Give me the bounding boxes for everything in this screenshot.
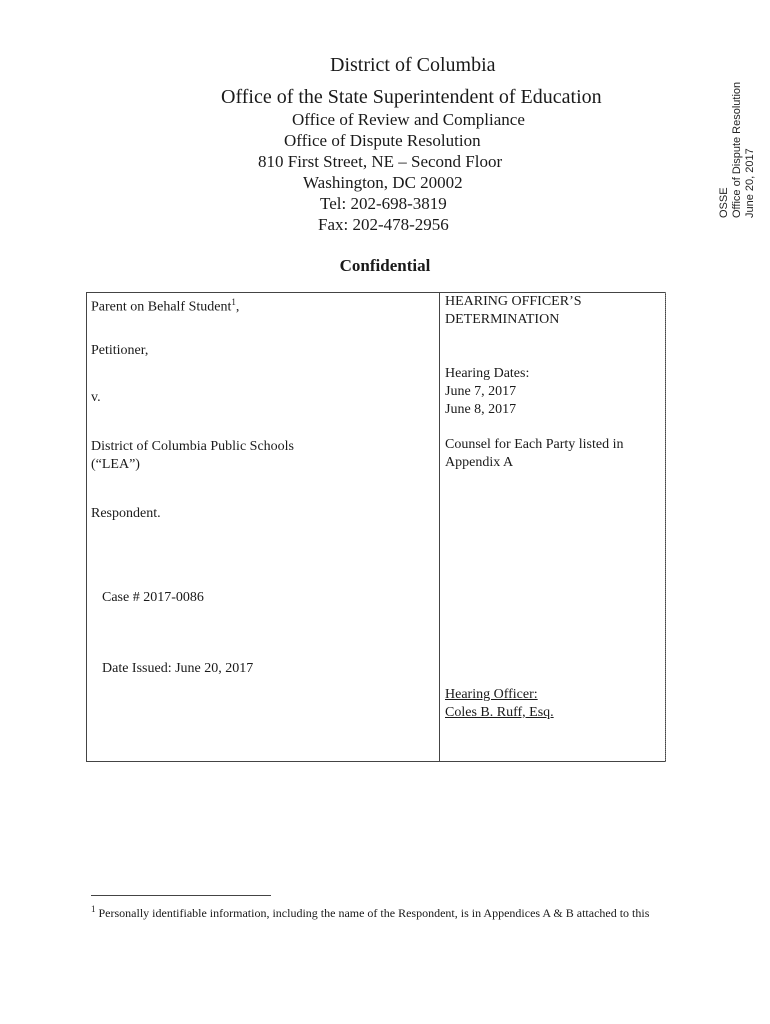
hearing-date-2: June 8, 2017: [445, 402, 517, 417]
caption-right-edge: [665, 292, 667, 762]
footnote-rule: [91, 895, 271, 896]
footnote: [91, 904, 649, 921]
stamp-office: Office of Dispute Resolution: [731, 81, 743, 218]
hearing-officer-name: Coles B. Ruff, Esq.: [445, 705, 554, 720]
caption-box: [86, 292, 666, 762]
filing-stamp: [718, 18, 757, 218]
header-tel: Tel: 202-698-3819: [320, 194, 447, 213]
header-district: District of Columbia: [330, 54, 496, 76]
date-issued: Date Issued: June 20, 2017: [102, 661, 254, 676]
respondent-abbrev: (“LEA”): [91, 457, 140, 472]
determination-title-line1: HEARING OFFICER’S: [445, 294, 582, 309]
footnote-text: Personally identifiable information, including the name of the Respondent, is in Appendices A & B attached to this: [95, 906, 650, 920]
counsel-note-line1: Counsel for Each Party listed in: [445, 437, 624, 452]
party-text: Parent on Behalf Student: [91, 299, 232, 315]
party-suffix: ,: [235, 299, 240, 315]
confidential-heading: Confidential: [339, 256, 431, 275]
footnote-reference[interactable]: 1: [231, 297, 236, 307]
caption-divider: [439, 292, 440, 762]
stamp-agency: OSSE: [718, 187, 730, 218]
header-fax: Fax: 202-478-2956: [318, 215, 449, 234]
party-line: [91, 293, 239, 317]
header-city: Washington, DC 20002: [303, 173, 463, 192]
hearing-date-1: June 7, 2017: [445, 384, 517, 399]
header-review-office: Office of Review and Compliance: [292, 110, 525, 129]
counsel-note-line2: Appendix A: [445, 455, 514, 470]
hearing-dates-label: Hearing Dates:: [445, 366, 530, 381]
respondent-name: District of Columbia Public Schools: [91, 439, 294, 454]
respondent-label: Respondent.: [91, 506, 161, 521]
case-number: Case # 2017-0086: [102, 590, 204, 605]
header-osse: Office of the State Superintendent of Education: [221, 86, 602, 108]
stamp-date: June 20, 2017: [744, 148, 756, 218]
header-address: 810 First Street, NE – Second Floor: [258, 152, 503, 171]
header-dispute-office: Office of Dispute Resolution: [284, 131, 481, 150]
footnote-mark: 1: [91, 904, 96, 914]
hearing-officer-label: Hearing Officer:: [445, 687, 538, 702]
petitioner-label: Petitioner,: [91, 343, 149, 358]
versus-label: v.: [91, 390, 101, 405]
determination-title-line2: DETERMINATION: [445, 312, 560, 327]
